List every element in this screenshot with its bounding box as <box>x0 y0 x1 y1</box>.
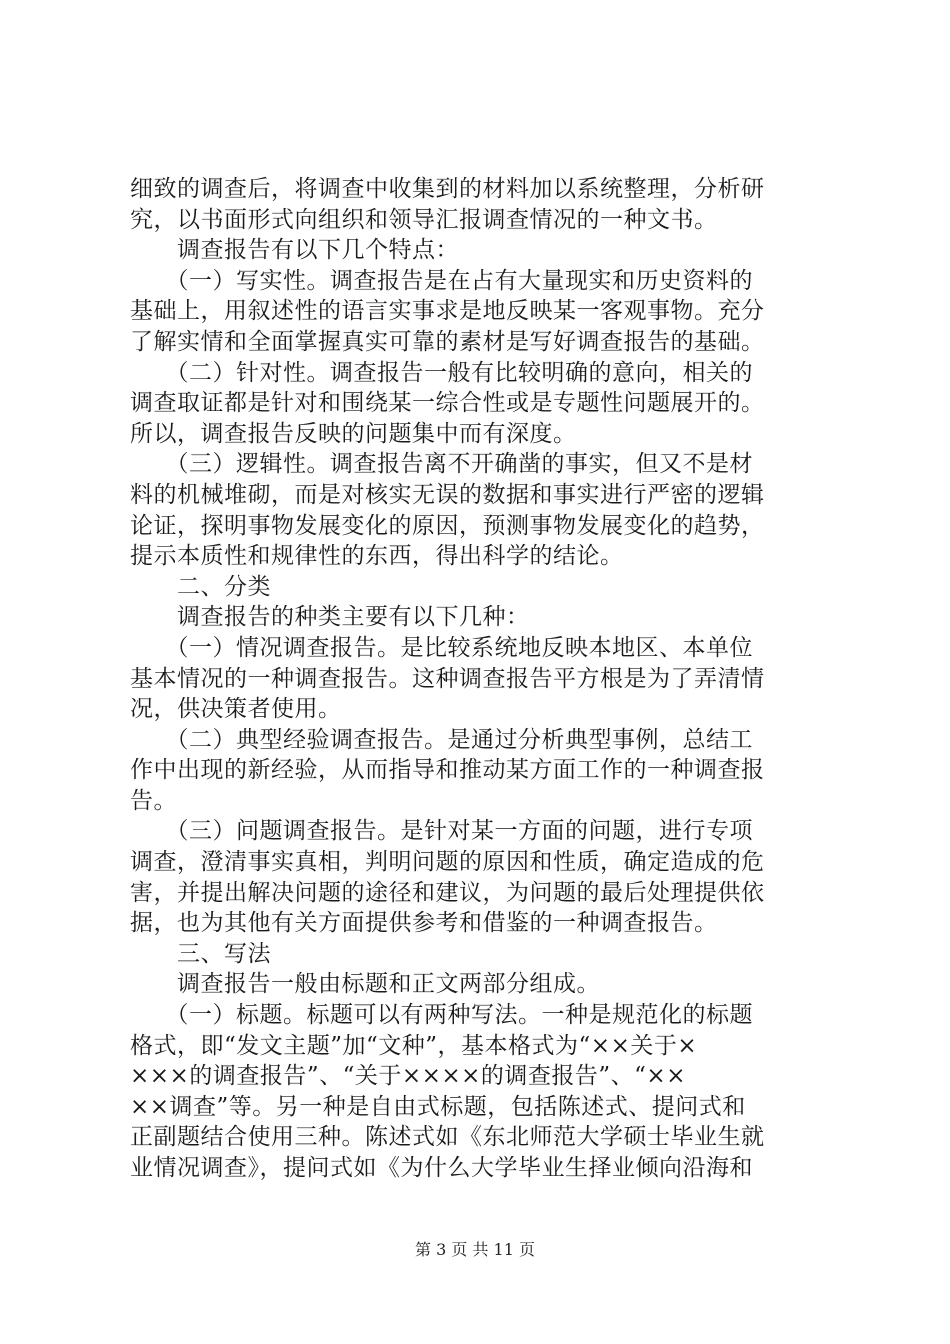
text-line: 调查报告的种类主要有以下几种： <box>130 604 530 631</box>
text-line: 害，并提出解决问题的途径和建议，为问题的最后处理提供依 <box>130 879 765 906</box>
text-line: 基本情况的一种调查报告。这种调查报告平方根是为了弄清情 <box>130 665 765 692</box>
text-line: 调查取证都是针对和围绕某一综合性或是专题性问题展开的。 <box>130 390 765 417</box>
text-line: ××调查”等。另一种是自由式标题，包括陈述式、提问式和 <box>130 1093 746 1120</box>
text-line: （三）逻辑性。调查报告离不开确凿的事实，但又不是材 <box>130 451 753 478</box>
text-line: 提示本质性和规律性的东西，得出科学的结论。 <box>130 543 624 570</box>
page-number-footer: 第 3 页 共 11 页 <box>415 1240 535 1259</box>
text-line: 况，供决策者使用。 <box>130 696 342 723</box>
text-line: 料的机械堆砌，而是对核实无误的数据和事实进行严密的逻辑 <box>130 481 765 508</box>
text-line: （二）针对性。调查报告一般有比较明确的意向，相关的 <box>130 359 753 386</box>
text-line: 业情况调查》，提问式如《为什么大学毕业生择业倾向沿海和 <box>130 1155 753 1181</box>
text-line: 细致的调查后，将调查中收集到的材料加以系统整理，分析研 <box>130 176 765 202</box>
text-line: （一）标题。标题可以有两种写法。一种是规范化的标题 <box>130 1002 753 1029</box>
text-line: 调查，澄清事实真相，判明问题的原因和性质，确定造成的危 <box>130 849 765 876</box>
text-line: ×××的调查报告”、“关于××××的调查报告”、“×× <box>130 1063 686 1090</box>
text-line: （一）写实性。调查报告是在占有大量现实和历史资料的 <box>130 267 753 294</box>
text-line: 基础上，用叙述性的语言实事求是地反映某一客观事物。充分 <box>130 298 765 325</box>
text-line: 论证，探明事物发展变化的原因，预测事物发展变化的趋势， <box>130 512 765 539</box>
text-line: 正副题结合使用三种。陈述式如《东北师范大学硕士毕业生就 <box>130 1124 765 1151</box>
text-line: 所以，调查报告反映的问题集中而有深度。 <box>130 420 577 447</box>
text-line: （三）问题调查报告。是针对某一方面的问题，进行专项 <box>130 818 753 845</box>
text-line: 作中出现的新经验，从而指导和推动某方面工作的一种调查报 <box>130 757 765 784</box>
text-line: 了解实情和全面掌握真实可靠的素材是写好调查报告的基础。 <box>130 328 765 355</box>
text-line: （一）情况调查报告。是比较系统地反映本地区、本单位 <box>130 634 753 661</box>
text-line: 调查报告有以下几个特点： <box>130 237 459 264</box>
document-body <box>130 174 830 1184</box>
text-line: 格式，即“发文主题”加“文种”，基本格式为“××关于× <box>130 1032 698 1059</box>
text-line: 据，也为其他有关方面提供参考和借鉴的一种调查报告。 <box>130 910 718 937</box>
text-line: 告。 <box>130 787 177 814</box>
text-line: 调查报告一般由标题和正文两部分组成。 <box>130 971 600 998</box>
section-heading: 三、写法 <box>130 940 271 967</box>
text-line: （二）典型经验调查报告。是通过分析典型事例，总结工 <box>130 726 753 753</box>
section-heading: 二、分类 <box>130 573 271 600</box>
text-line: 究，以书面形式向组织和领导汇报调查情况的一种文书。 <box>130 206 718 233</box>
